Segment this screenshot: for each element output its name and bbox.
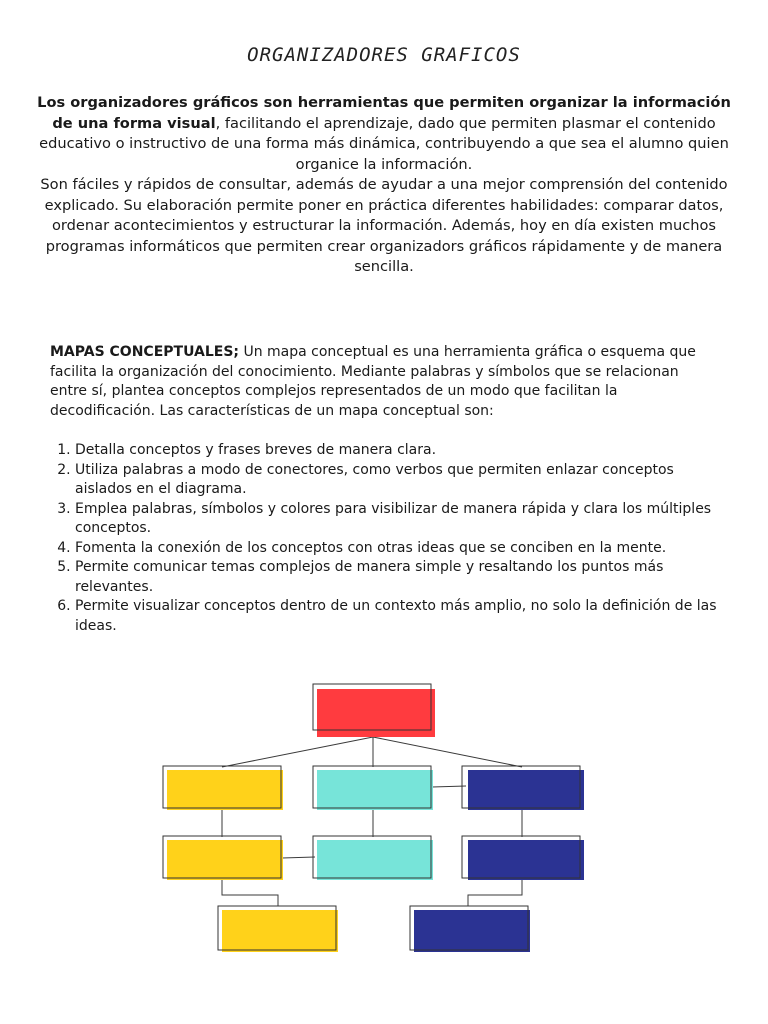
intro-paragraph-1	[36, 93, 732, 175]
connector-line	[282, 857, 315, 858]
box-navy-3	[410, 906, 530, 952]
box-fill	[167, 770, 283, 810]
connector-line	[373, 737, 522, 767]
list-item: 3. Emplea palabras, símbolos y colores para visibilizar de manera rápida y clara los múltiples conceptos.	[75, 500, 720, 539]
list-item: 5. Permite comunicar temas complejos de manera simple y resaltando los puntos más relevantes.	[75, 558, 720, 597]
connector-lines	[222, 737, 522, 906]
box-fill	[222, 910, 338, 952]
box-fill	[317, 840, 433, 880]
section-paragraph	[50, 343, 720, 421]
box-fill	[468, 770, 584, 810]
box-fill	[167, 840, 283, 880]
box-navy-2	[462, 836, 584, 880]
box-fill	[317, 770, 433, 810]
box-fill	[468, 840, 584, 880]
page-title: ORGANIZADORES GRAFICOS	[247, 44, 521, 66]
box-yellow-3	[218, 906, 338, 952]
intro-bold: Los organizadores gráficos son herramientas que permiten organizar la información de una forma visual	[37, 94, 731, 132]
list-item: 1. Detalla conceptos y frases breves de manera clara.	[75, 441, 720, 461]
list-item: 6. Permite visualizar conceptos dentro de un contexto más amplio, no solo la definición de las ideas.	[75, 597, 720, 636]
box-yellow-1	[163, 766, 283, 810]
intro-rest: , facilitando el aprendizaje, dado que permiten plasmar el contenido educativo o instructivo de una forma más dinámica, contribuyendo a que sea el alumno quien organice la información.	[39, 114, 729, 173]
box-top	[313, 684, 435, 737]
list-item: 2. Utiliza palabras a modo de conectores, como verbos que permiten enlazar conceptos aislados en el diagrama.	[75, 461, 720, 500]
section-text: Un mapa conceptual es una herramienta gráfica o esquema que facilita la organización del conocimiento. Mediante palabras y símbolos que se relacionan entre sí, plantea conceptos complejos representados de un modo que facilitan la decodificación. Las características de un mapa conceptual son:	[50, 344, 696, 419]
box-navy-1	[462, 766, 584, 810]
concept-maps-section	[50, 343, 720, 636]
connector-line	[222, 737, 373, 767]
list-item: 4. Fomenta la conexión de los conceptos con otras ideas que se conciben en la mente.	[75, 539, 720, 559]
box-teal-2	[313, 836, 433, 880]
section-heading: MAPAS CONCEPTUALES;	[50, 344, 240, 360]
connector-line	[468, 878, 522, 906]
intro-paragraph-2: Son fáciles y rápidos de consultar, además de ayudar a una mejor comprensión del contenido explicado. Su elaboración permite poner en práctica diferentes habilidades: comparar datos, ordenar acontecimientos y estructurar la información. Además, hoy en día existen muchos programas informáticos que permiten crear organizadors gráficos rápidamente y de manera sencilla.	[40, 176, 728, 275]
box-fill	[414, 910, 530, 952]
connector-line	[222, 878, 278, 906]
connector-line	[432, 786, 466, 787]
box-yellow-2	[163, 836, 283, 880]
box-teal-1	[313, 766, 433, 810]
intro-text	[36, 93, 732, 278]
characteristics-list	[50, 441, 720, 636]
